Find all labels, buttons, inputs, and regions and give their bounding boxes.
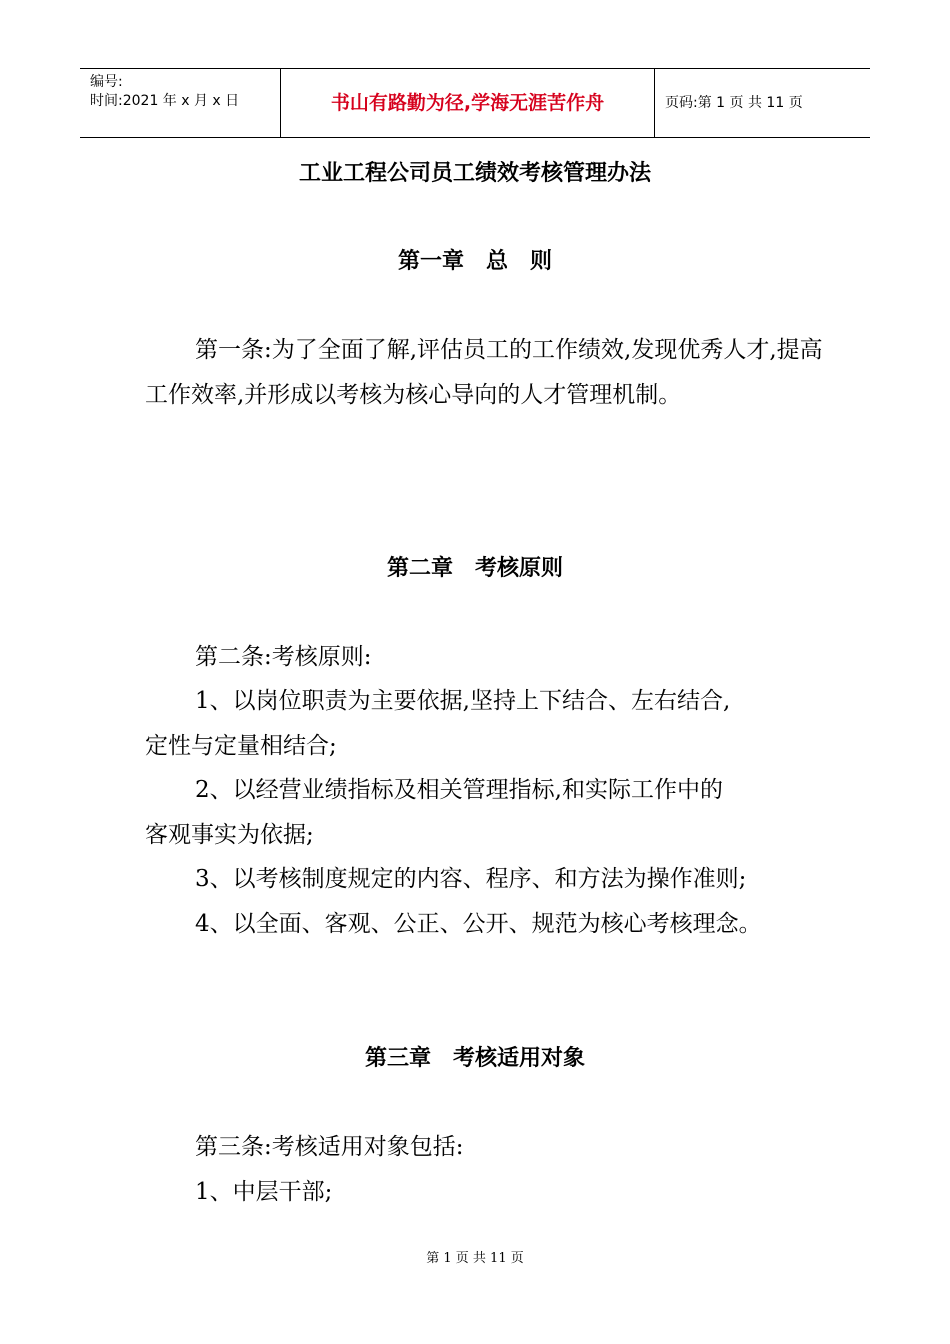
principle-2-line-2: 客观事实为依据; <box>145 822 314 848</box>
principle-3: 3、以考核制度规定的内容、程序、和方法为操作准则; <box>195 866 747 892</box>
principle-1-line-2: 定性与定量相结合; <box>145 733 337 759</box>
header-left-cell <box>80 69 281 137</box>
document-title: 工业工程公司员工绩效考核管理办法 <box>298 161 651 186</box>
principle-1-line-1: 1、以岗位职责为主要依据,坚持上下结合、左右结合, <box>195 688 731 714</box>
article-3: 第三条:考核适用对象包括: <box>195 1134 464 1160</box>
chapter-3-title: 第三章 考核适用对象 <box>364 1046 585 1071</box>
header-right-cell <box>654 69 871 137</box>
article-1 <box>145 328 825 418</box>
chapter-2-title: 第二章 考核原则 <box>386 556 563 581</box>
scope-item-1: 1、中层干部; <box>195 1179 333 1205</box>
time-label: 时间:2021 年 x 月 x 日 <box>90 93 240 109</box>
principle-2-line-1: 2、以经营业绩指标及相关管理指标,和实际工作中的 <box>195 777 723 803</box>
number-label: 编号: <box>90 74 123 90</box>
article-1-text: 第一条:为了全面了解,评估员工的工作绩效,发现优秀人才,提高工作效率,并形成以考核为核心导向的人才管理机制。 <box>145 337 823 408</box>
motto: 书山有路勤为径,学海无涯苦作舟 <box>330 92 605 114</box>
principle-4: 4、以全面、客观、公正、公开、规范为核心考核理念。 <box>195 911 762 937</box>
page-info: 页码:第 1 页 共 11 页 <box>665 95 803 111</box>
header-center-cell <box>281 69 654 137</box>
chapter-1-title: 第一章 总 则 <box>397 249 552 274</box>
article-2: 第二条:考核原则: <box>195 644 372 670</box>
page-footer: 第 1 页 共 11 页 <box>426 1251 524 1266</box>
header-table <box>80 68 870 138</box>
